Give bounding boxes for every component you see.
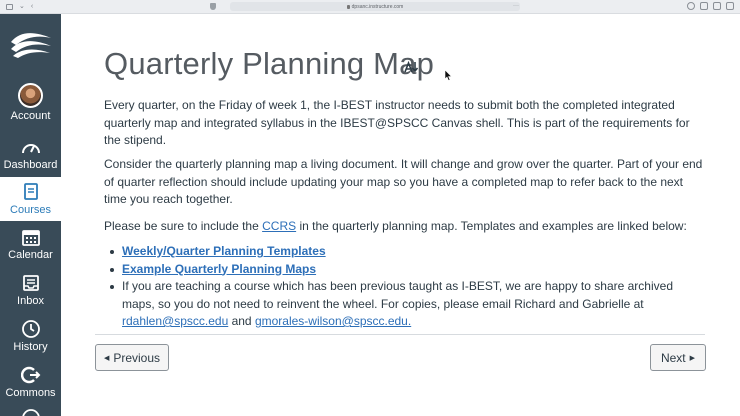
list-item [104,243,704,261]
institution-logo[interactable] [0,28,61,78]
archived-maps-text: If you are teaching a course which has been previous taught as I-BEST, we are happy to share archived maps, so you do not need to reinvent the wheel. For copies, please email Richard and Gabrielle at [122,279,673,311]
clock-icon [21,318,41,340]
book-icon [23,181,39,203]
triangle-left-icon: ◀ [103,354,110,362]
page-title: Quarterly Planning Map [104,46,435,81]
nav-calendar-label: Calendar [8,249,53,261]
previous-button[interactable] [95,344,169,371]
sidebar-toggle-icon[interactable] [6,4,13,10]
font-size-toggle-icon[interactable] [404,60,420,78]
commons-icon [21,364,41,386]
email-rdahlen-link[interactable]: rdahlen@spscc.edu [122,314,229,328]
address-bar[interactable] [230,2,520,11]
download-icon[interactable] [687,2,695,10]
paragraph-ccrs [104,218,704,236]
tabs-overview-icon[interactable] [726,2,734,10]
wave-logo-icon [8,28,54,60]
nav-history[interactable] [0,318,61,364]
nav-commons[interactable] [0,364,61,410]
avatar [18,83,43,108]
example-maps-link[interactable]: Example Quarterly Planning Maps [122,261,317,276]
address-text: dpsanc.instructure.com [351,3,404,10]
list-item [104,261,704,279]
nav-inbox-label: Inbox [17,295,44,307]
nav-account-label: Account [10,110,51,122]
calendar-icon [22,226,40,248]
paragraph-living-document: Consider the quarterly planning map a living document. It will change and grow over the quarter. Part of your end of quarter reflection should include updating your map so you have a completed map to refer back to the next time you reach together. [104,157,703,206]
next-button[interactable] [650,344,706,371]
mouse-cursor-icon [445,68,452,86]
nav-courses-label: Courses [10,204,51,216]
global-navigation [0,14,61,416]
browser-toolbar [0,0,740,14]
planning-templates-link[interactable]: Weekly/Quarter Planning Templates [122,244,326,258]
nav-commons-label: Commons [5,387,56,399]
nav-account[interactable] [0,81,61,127]
main-content [61,14,740,416]
nav-courses[interactable] [0,177,61,221]
nav-calendar[interactable] [0,226,61,272]
help-icon [21,408,41,416]
more-icon[interactable]: ··· [513,3,519,9]
lock-icon [347,5,350,9]
divider [95,334,705,335]
list-item [104,278,704,331]
nav-dashboard-label: Dashboard [3,159,58,171]
ccrs-link[interactable]: CCRS [262,219,297,233]
and-text: and [228,314,255,328]
nav-history-label: History [13,341,48,353]
chevron-down-icon[interactable]: ⌄ [19,2,25,10]
previous-label: Previous [113,350,161,365]
new-tab-icon[interactable] [713,2,721,10]
next-label: Next [660,350,686,365]
email-gmorales-link[interactable]: gmorales-wilson@spscc.edu. [254,314,412,328]
triangle-right-icon: ▶ [689,354,696,362]
ccrs-text-after: in the quarterly planning map. Templates and examples are linked below: [296,219,687,233]
back-icon[interactable]: ‹ [30,2,34,10]
nav-inbox[interactable] [0,272,61,318]
nav-dashboard[interactable] [0,136,61,182]
shield-icon[interactable] [210,3,216,10]
inbox-icon [22,272,40,294]
dashboard-icon [21,136,41,158]
nav-help[interactable] [0,408,61,416]
paragraph-submission: Every quarter, on the Friday of week 1, the I-BEST instructor needs to submit both the completed integrated quarterly map and integrated syllabus in the IBEST@SPSCC Canvas shell. This is part of the requirements for the stipend. [104,98,690,147]
ccrs-text-before: Please be sure to include the [104,219,263,233]
resource-list [104,243,704,331]
share-icon[interactable] [700,2,708,10]
